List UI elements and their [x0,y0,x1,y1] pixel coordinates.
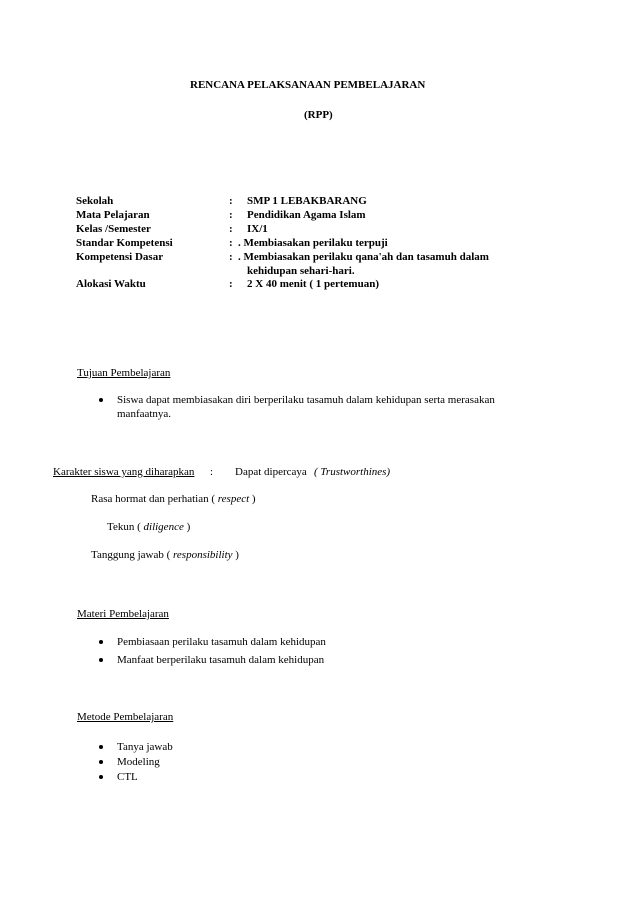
bullet-icon [99,745,103,749]
bullet-icon [99,775,103,779]
bullet-icon [99,398,103,402]
identity-value-sekolah: SMP 1 LEBAKBARANG [247,195,367,207]
materi-heading: Materi Pembelajaran [77,608,169,620]
metode-heading: Metode Pembelajaran [77,711,174,723]
identity-label-kd: Kompetensi Dasar [76,251,164,263]
karakter-item-text: Tanggung jawab [91,549,164,561]
identity-value-kelas: IX/1 [247,223,268,235]
identity-sep-sk: : [229,237,233,249]
karakter-heading: Karakter siswa yang diharapkan [53,466,195,478]
materi-item: Pembiasaan perilaku tasamuh dalam kehidupan [117,636,326,648]
identity-sep-waktu: : [229,278,233,290]
bullet-icon [99,658,103,662]
karakter-first-text: Dapat dipercaya [235,466,307,478]
bullet-icon [99,640,103,644]
identity-value-kd: . Membiasakan perilaku qana'ah dan tasamuh dalam [238,251,489,263]
tujuan-text-line1: Siswa dapat membiasakan diri berperilaku tasamuh dalam kehidupan serta merasakan [117,394,495,406]
identity-label-kelas: Kelas /Semester [76,223,151,235]
karakter-item-text: Tekun [107,521,135,533]
identity-value-waktu: 2 X 40 menit ( 1 pertemuan) [247,278,379,290]
identity-label-sekolah: Sekolah [76,195,114,207]
karakter-item-diligence: Tekun ( diligence ) [107,521,191,533]
bullet-icon [99,760,103,764]
identity-label-mapel: Mata Pelajaran [76,209,150,221]
tujuan-text-line2: manfaatnya. [117,408,172,420]
identity-sep-kelas: : [229,223,233,235]
identity-sep-sekolah: : [229,195,233,207]
karakter-item-en: respect [217,493,250,505]
karakter-item-text: Rasa hormat dan perhatian [91,493,209,505]
identity-sep-kd: : [229,251,233,263]
identity-sep-mapel: : [229,209,233,221]
metode-item: Modeling [117,756,160,768]
document-subtitle: (RPP) [304,109,333,121]
materi-item: Manfaat berperilaku tasamuh dalam kehidupan [117,654,325,666]
karakter-item-en: responsibility [173,549,233,561]
identity-label-waktu: Alokasi Waktu [76,278,146,290]
identity-label-sk: Standar Kompetensi [76,237,173,249]
document-title: RENCANA PELAKSANAAN PEMBELAJARAN [190,79,426,91]
metode-item: Tanya jawab [117,741,173,753]
karakter-sep: : [210,466,214,478]
karakter-item-responsibility: Tanggung jawab ( responsibility ) [91,549,239,561]
metode-item: CTL [117,771,138,783]
tujuan-heading: Tujuan Pembelajaran [77,367,171,379]
identity-value-kd-cont: kehidupan sehari-hari. [247,265,355,277]
karakter-first-en: ( Trustworthines) [314,466,391,478]
karakter-item-respect: Rasa hormat dan perhatian ( respect ) [91,493,256,505]
identity-value-mapel: Pendidikan Agama Islam [247,209,366,221]
identity-value-sk: . Membiasakan perilaku terpuji [238,237,388,249]
karakter-item-en: diligence [143,521,184,533]
